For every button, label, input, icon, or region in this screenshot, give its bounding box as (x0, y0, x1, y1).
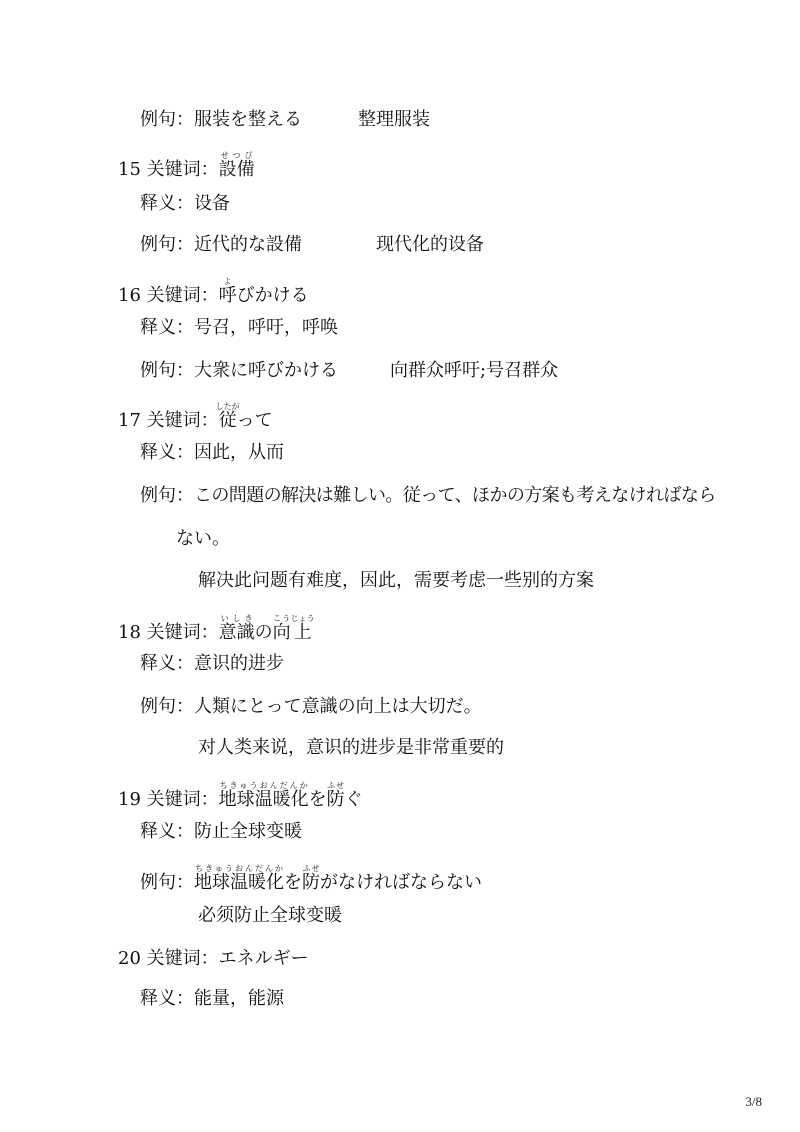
meaning-line-16 (140, 316, 338, 340)
furigana: せつび (218, 151, 255, 160)
example-label: 例句： (140, 360, 194, 381)
example-japanese: この問題の解決は難しい。従って、ほかの方案も考えなければなら (194, 485, 716, 506)
meaning-label: 释义： (140, 988, 194, 1009)
example-line-18 (140, 695, 482, 719)
example-label: 例句： (140, 696, 194, 717)
meaning-line-17 (140, 441, 284, 465)
example-line-17-cont (176, 527, 230, 551)
meaning-label: 释义： (140, 193, 194, 214)
example-line-16 (140, 359, 559, 383)
furigana: ちきゅうおんだんか (218, 781, 309, 790)
keyword-line-16 (118, 277, 309, 308)
example-japanese: 服装を整える (194, 109, 302, 130)
entry-number: 19 (118, 789, 141, 810)
example-line-14 (140, 108, 430, 132)
furigana: よ (218, 277, 237, 286)
furigana: ふせ (326, 781, 345, 790)
example-label: 例句： (140, 485, 194, 506)
page-number: 3/8 (745, 1094, 762, 1109)
entry-number: 18 (118, 622, 141, 643)
meaning-text: 设备 (194, 193, 230, 214)
example-japanese: 大衆に呼びかける (194, 360, 338, 381)
keyword-term: エネルギー (218, 948, 309, 969)
meaning-text: 号召，呼吁，呼唤 (194, 317, 338, 338)
example-japanese-continued: ない。 (176, 528, 230, 549)
meaning-text: 因此，从而 (194, 442, 284, 463)
example-translation: 解决此问题有难度，因此，需要考虑一些别的方案 (198, 570, 594, 591)
keyword-line-20 (118, 947, 309, 971)
meaning-line-15 (140, 192, 230, 216)
meaning-label: 释义： (140, 442, 194, 463)
keyword-label: 关键词： (146, 159, 219, 180)
keyword-line-15 (118, 151, 255, 182)
furigana: じょう (290, 614, 315, 623)
furigana: したが (215, 402, 240, 411)
keyword-label: 关键词： (146, 410, 219, 431)
example-translation: 必须防止全球变暖 (198, 905, 342, 926)
keyword-line-19 (118, 781, 363, 812)
furigana: ふせ (302, 864, 320, 873)
example-translation: 向群众呼吁;号召群众 (390, 360, 559, 381)
keyword-term: 従したがって (215, 402, 273, 431)
example-japanese: 地球温暖化ちきゅうおんだんかを防ふせがなければならない (194, 864, 482, 893)
keyword-line-17 (118, 402, 273, 433)
meaning-label: 释义： (140, 653, 194, 674)
furigana: こう (272, 614, 291, 623)
example-label: 例句： (140, 234, 194, 255)
meaning-label: 释义： (140, 317, 194, 338)
meaning-line-19 (140, 820, 302, 844)
meaning-label: 释义： (140, 821, 194, 842)
example-translation: 对人类来说，意识的进步是非常重要的 (198, 737, 504, 758)
entry-number: 15 (118, 159, 141, 180)
example-translation: 整理服装 (358, 109, 430, 130)
entry-number: 16 (118, 285, 141, 306)
example-translation-line-19 (198, 904, 342, 928)
entry-number: 17 (118, 410, 141, 431)
example-japanese: 近代的な設備 (194, 234, 302, 255)
meaning-line-18 (140, 652, 284, 676)
example-translation: 现代化的设备 (376, 234, 484, 255)
example-japanese: 人類にとって意識の向上は大切だ。 (194, 696, 482, 717)
example-label: 例句： (140, 109, 194, 130)
meaning-line-20 (140, 987, 284, 1011)
keyword-label: 关键词： (146, 285, 219, 306)
keyword-label: 关键词： (146, 622, 219, 643)
example-translation-line-18 (198, 736, 504, 760)
furigana: いしき (218, 614, 255, 623)
meaning-text: 防止全球变暖 (194, 821, 302, 842)
keyword-term: 設備せつび (218, 151, 255, 180)
keyword-line-18 (118, 614, 315, 645)
example-line-17 (140, 484, 716, 508)
entry-number: 20 (118, 948, 141, 969)
example-label: 例句： (140, 872, 194, 893)
keyword-label: 关键词： (146, 789, 219, 810)
meaning-text: 意识的进步 (194, 653, 284, 674)
furigana: ちきゅうおんだんか (194, 864, 284, 873)
example-translation-line-17 (198, 569, 594, 593)
keyword-term: 意識いしきの向こう上じょう (218, 614, 315, 643)
keyword-term: 地球温暖化ちきゅうおんだんかを防ふせぐ (218, 781, 363, 810)
example-line-19 (140, 864, 482, 895)
keyword-label: 关键词： (146, 948, 219, 969)
meaning-text: 能量，能源 (194, 988, 284, 1009)
keyword-term: 呼よびかける (218, 277, 309, 306)
example-line-15 (140, 233, 484, 257)
